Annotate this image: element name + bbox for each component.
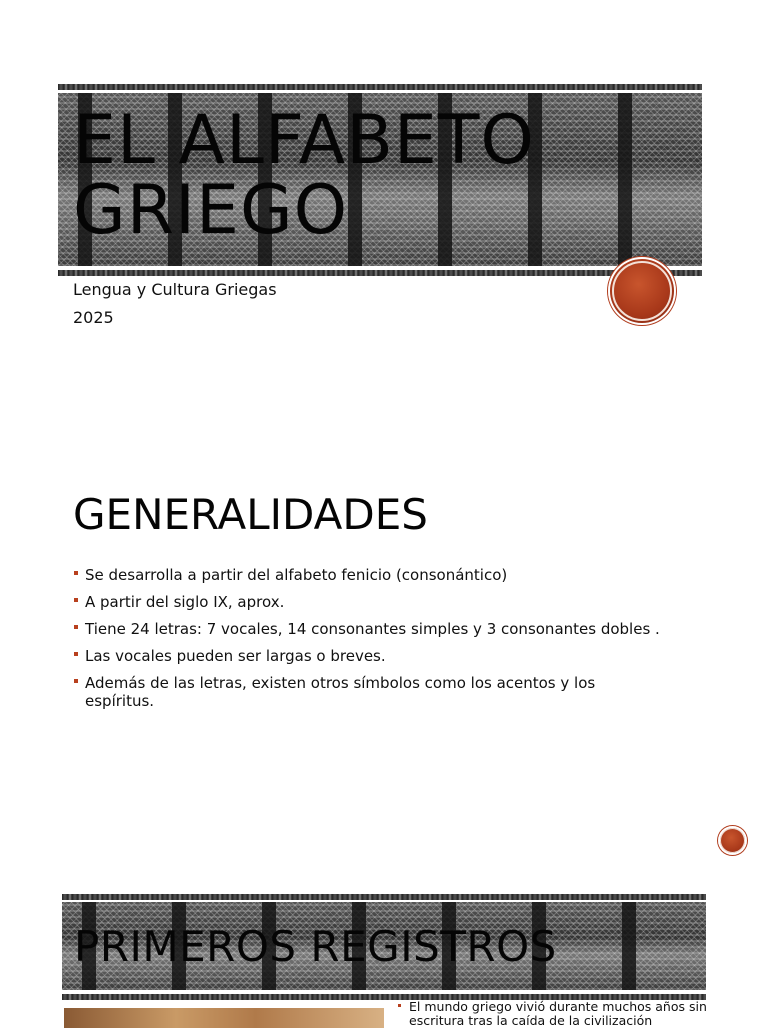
slide-heading: PRIMEROS REGISTROS bbox=[74, 922, 557, 971]
list-item: Se desarrolla a partir del alfabeto fenicio (consonántico) bbox=[73, 566, 663, 584]
list-item: A partir del siglo IX, aprox. bbox=[73, 593, 663, 611]
list-item: Además de las letras, existen otros símbolos como los acentos y los espíritus. bbox=[73, 674, 663, 710]
list-item: Las vocales pueden ser largas o breves. bbox=[73, 647, 663, 665]
list-item: El mundo griego vivió durante muchos años sin escritura tras la caída de la civilización bbox=[398, 1000, 718, 1028]
list-item: Tiene 24 letras: 7 vocales, 14 consonantes simples y 3 consonantes dobles . bbox=[73, 620, 663, 638]
presentation-title: EL ALFABETO GRIEGO bbox=[73, 101, 535, 250]
slide-heading: GENERALIDADES bbox=[73, 490, 428, 539]
subtitle-year: 2025 bbox=[73, 308, 114, 327]
banner-top-rule bbox=[62, 894, 706, 900]
subtitle-course: Lengua y Cultura Griegas bbox=[73, 280, 277, 299]
artifact-image bbox=[64, 1008, 384, 1028]
bullet-marker bbox=[398, 1004, 401, 1007]
